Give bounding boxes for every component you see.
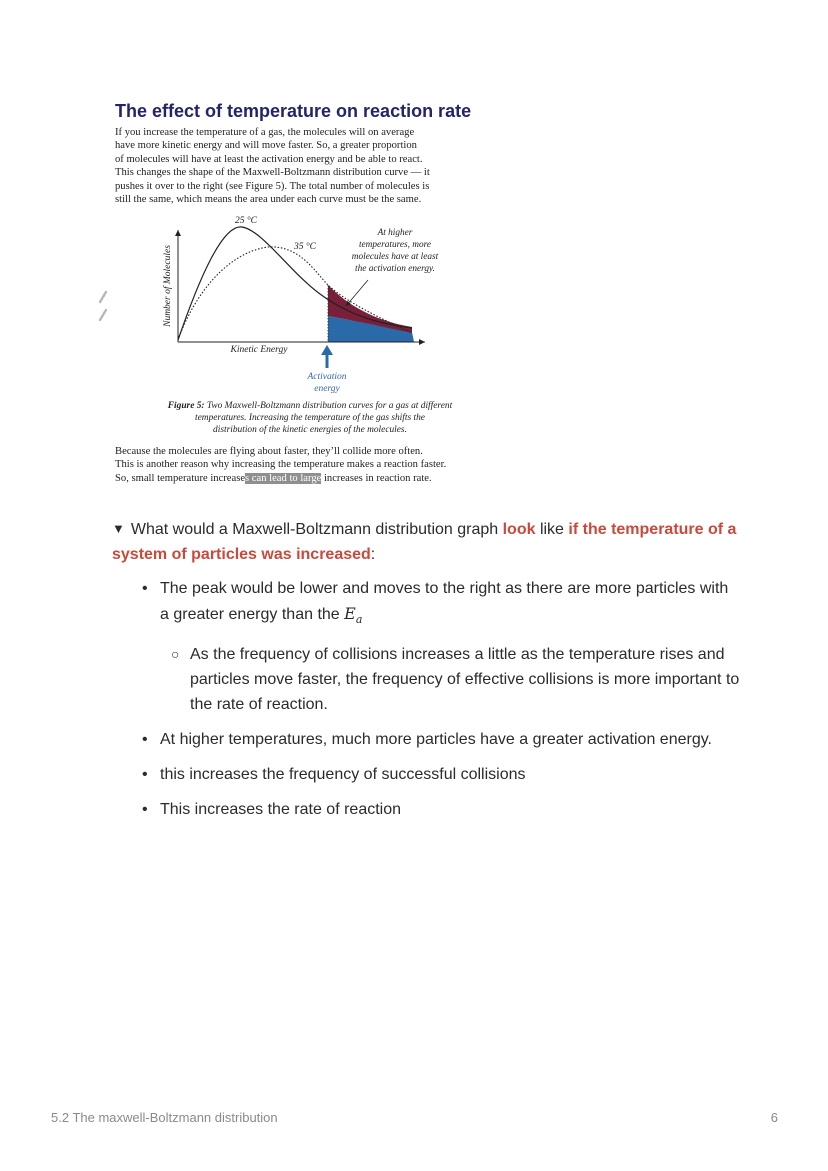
excerpt-title: The effect of temperature on reaction rate	[115, 101, 472, 121]
math-subscript: a	[355, 613, 363, 627]
curve-25c-label: 25 °C	[234, 216, 258, 226]
excerpt-line: have more kinetic energy and will move faster. So, a greater proportion	[115, 140, 417, 152]
math-ea	[344, 604, 363, 627]
circle-bullet-icon: ○	[171, 646, 180, 663]
list-item	[140, 576, 740, 717]
sub-list	[170, 642, 740, 717]
excerpt-line: Because the molecules are flying about faster, they’ll collide more often.	[115, 446, 423, 457]
pencil-icon	[96, 290, 110, 324]
caption-line: temperatures. Increasing the temperature of the gas shifts the	[195, 412, 425, 423]
question-highlight: if the temperature of a system of particles was increased	[112, 521, 737, 563]
question-text: What would a Maxwell-Boltzmann distribution graph	[130, 521, 503, 538]
list-item-text: The peak would be lower and moves to the right as there are more particles with a greater energy than the	[160, 580, 729, 623]
annotation-arrow	[346, 280, 368, 306]
bullet-icon: •	[142, 731, 148, 749]
list-item	[140, 762, 740, 787]
excerpt-line: still the same, which means the area under each curve must be the same.	[115, 194, 422, 206]
bullet-icon: •	[142, 801, 148, 819]
excerpt-text: increases in reaction rate.	[321, 472, 432, 484]
excerpt-line	[115, 472, 446, 485]
math-symbol: E	[344, 604, 356, 623]
activation-energy-label: energy	[314, 384, 340, 394]
list-item	[140, 797, 740, 822]
annotation-line: temperatures, more	[358, 240, 432, 250]
y-axis-label: Number of Molecules	[163, 245, 173, 327]
excerpt-text: So, small temperature increase	[115, 472, 246, 484]
question-text: :	[370, 546, 376, 563]
list-item-text: This increases the rate of reaction	[160, 801, 402, 819]
excerpt-paragraph-2	[115, 445, 446, 485]
list-item-text: As the frequency of collisions increases a little as the temperature rises and particles move faster, the frequency of effective collisions is more important to the rate of reaction.	[190, 646, 740, 714]
annotation-line: molecules have at least	[351, 252, 439, 262]
annotation-line: At higher	[377, 228, 413, 238]
excerpt-line: pushes it over to the right (see Figure 5). The total number of molecules is	[115, 180, 430, 192]
maxwell-boltzmann-figure	[150, 212, 450, 402]
answer-list	[140, 576, 740, 832]
excerpt-line: of molecules will have at least the activation energy and be able to react.	[115, 153, 423, 165]
list-item	[140, 727, 740, 752]
annotation-line: the activation energy.	[355, 264, 435, 274]
textbook-excerpt	[113, 100, 493, 206]
x-axis-label: Kinetic Energy	[230, 345, 288, 355]
excerpt-line: This is another reason why increasing the temperature makes a reaction faster.	[115, 459, 447, 471]
caption-line: distribution of the kinetic energies of the molecules.	[213, 424, 407, 435]
activation-energy-label: Activation	[307, 372, 347, 382]
question-highlight: look	[502, 521, 536, 538]
caption-line: Two Maxwell-Boltzmann distribution curves for a gas at different	[204, 401, 453, 411]
toggle-question[interactable]	[112, 516, 742, 567]
excerpt-paragraph-1	[115, 126, 493, 206]
list-item-text: At higher temperatures, much more particles have a greater activation energy.	[160, 731, 712, 749]
list-item	[170, 642, 740, 717]
list-item-text: this increases the frequency of successful collisions	[160, 766, 526, 784]
figure-label: Figure 5:	[167, 401, 205, 411]
bullet-icon: •	[142, 580, 148, 597]
bullet-icon: •	[142, 766, 148, 784]
curve-35c-label: 35 °C	[293, 242, 317, 252]
excerpt-line: If you increase the temperature of a gas, the molecules will on average	[115, 127, 415, 138]
page-number: 6	[770, 1110, 778, 1125]
activation-arrowhead	[321, 345, 333, 355]
highlighted-text: s can lead to large	[245, 472, 322, 484]
question-text: like	[535, 521, 569, 538]
toggle-triangle-icon[interactable]: ▼	[112, 521, 125, 536]
footer-title: 5.2 The maxwell-Boltzmann distribution	[51, 1110, 278, 1125]
excerpt-line: This changes the shape of the Maxwell-Boltzmann distribution curve — it	[115, 167, 430, 179]
figure-caption	[140, 401, 480, 436]
